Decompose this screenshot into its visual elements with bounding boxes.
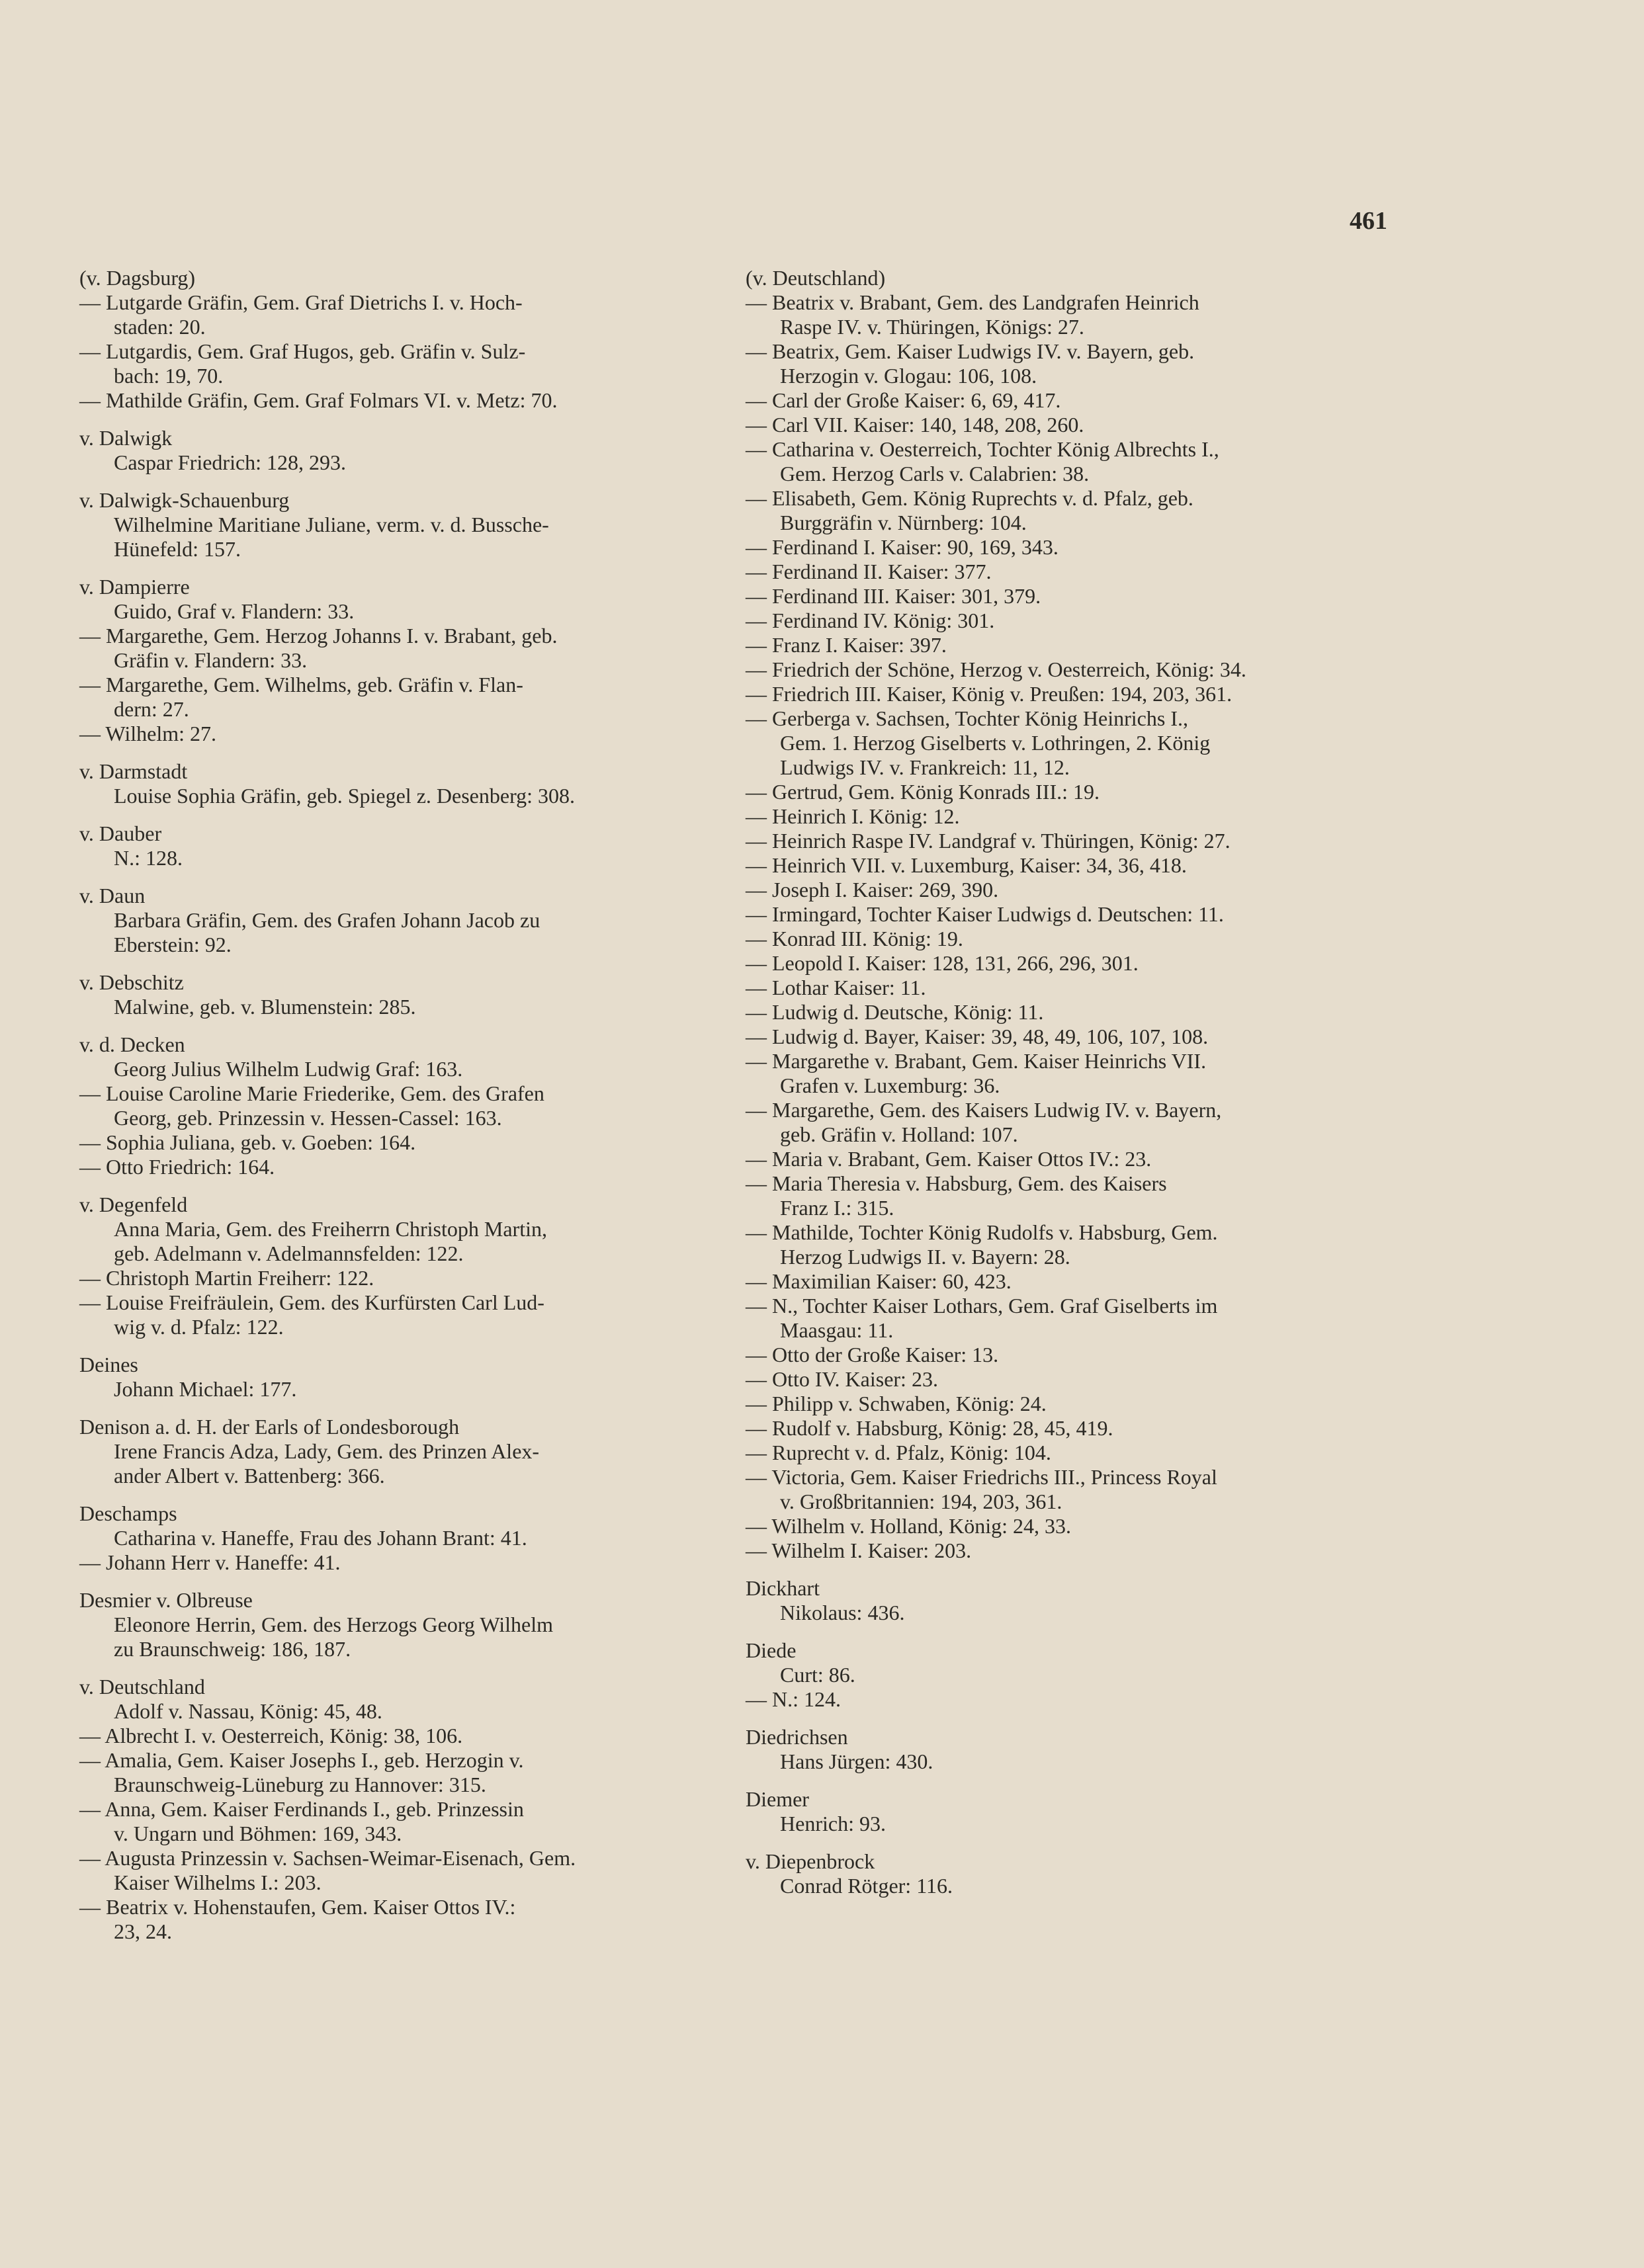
index-entry bbox=[79, 884, 714, 957]
entry-line: — Maria v. Brabant, Gem. Kaiser Ottos IV.: 23. bbox=[746, 1147, 1152, 1171]
entry-heading: (v. Dagsburg) bbox=[79, 266, 196, 290]
entry-line: Ludwigs IV. v. Frankreich: 11, 12. bbox=[780, 755, 1070, 779]
entry-line: Anna Maria, Gem. des Freiherrn Christoph Martin, bbox=[114, 1217, 547, 1241]
entry-line: — Elisabeth, Gem. König Ruprechts v. d. Pfalz, geb. bbox=[746, 486, 1193, 510]
entry-line: geb. Gräfin v. Holland: 107. bbox=[780, 1122, 1018, 1146]
entry-heading: (v. Deutschland) bbox=[746, 266, 886, 290]
entry-heading: Diede bbox=[746, 1638, 797, 1662]
entry-line: — Otto Friedrich: 164. bbox=[79, 1155, 275, 1179]
entry-heading: Diemer bbox=[746, 1787, 809, 1811]
entry-line: Georg Julius Wilhelm Ludwig Graf: 163. bbox=[114, 1057, 463, 1081]
entry-line: dern: 27. bbox=[114, 697, 189, 721]
entry-heading: v. Dauber bbox=[79, 821, 162, 845]
entry-line: — Carl der Große Kaiser: 6, 69, 417. bbox=[746, 388, 1061, 412]
entry-line: Gem. 1. Herzog Giselberts v. Lothringen, 2. König bbox=[780, 731, 1211, 755]
entry-line: Eberstein: 92. bbox=[114, 933, 232, 956]
entry-line: — Johann Herr v. Haneffe: 41. bbox=[79, 1550, 341, 1574]
entry-line: — Maximilian Kaiser: 60, 423. bbox=[746, 1269, 1012, 1293]
entry-line: Hünefeld: 157. bbox=[114, 537, 241, 561]
entry-line: Johann Michael: 177. bbox=[114, 1377, 297, 1401]
index-entry bbox=[79, 1675, 714, 1944]
entry-line: — Leopold I. Kaiser: 128, 131, 266, 296, 301. bbox=[746, 951, 1139, 975]
entry-heading: v. Dalwigk bbox=[79, 426, 173, 450]
entry-line: — Philipp v. Schwaben, König: 24. bbox=[746, 1392, 1047, 1415]
entry-line: — Lutgardis, Gem. Graf Hugos, geb. Gräfin v. Sulz- bbox=[79, 339, 526, 363]
entry-line: Malwine, geb. v. Blumenstein: 285. bbox=[114, 995, 416, 1019]
left-column bbox=[79, 266, 714, 1957]
entry-line: Caspar Friedrich: 128, 293. bbox=[114, 450, 347, 474]
entry-line: — Anna, Gem. Kaiser Ferdinands I., geb. Prinzessin bbox=[79, 1797, 524, 1821]
entry-line: Maasgau: 11. bbox=[780, 1318, 894, 1342]
entry-heading: Denison a. d. H. der Earls of Londesborough bbox=[79, 1415, 460, 1439]
entry-line: — Amalia, Gem. Kaiser Josephs I., geb. Herzogin v. bbox=[79, 1748, 524, 1772]
entry-line: — Beatrix, Gem. Kaiser Ludwigs IV. v. Bayern, geb. bbox=[746, 339, 1195, 363]
entry-line: — Margarethe v. Brabant, Gem. Kaiser Heinrichs VII. bbox=[746, 1049, 1207, 1073]
entry-line: staden: 20. bbox=[114, 315, 206, 339]
entry-line: v. Großbritannien: 194, 203, 361. bbox=[780, 1490, 1062, 1513]
entry-line: — Beatrix v. Hohenstaufen, Gem. Kaiser Ottos IV.: bbox=[79, 1895, 516, 1919]
entry-line: — Ludwig d. Deutsche, König: 11. bbox=[746, 1000, 1044, 1024]
entry-line: — N.: 124. bbox=[746, 1687, 841, 1711]
entry-line: zu Braunschweig: 186, 187. bbox=[114, 1637, 351, 1661]
entry-line: Braunschweig-Lüneburg zu Hannover: 315. bbox=[114, 1773, 486, 1796]
entry-line: — Louise Caroline Marie Friederike, Gem. des Grafen bbox=[79, 1081, 544, 1105]
index-entry bbox=[79, 1415, 714, 1488]
entry-line: — Louise Freifräulein, Gem. des Kurfürsten Carl Lud- bbox=[79, 1290, 544, 1314]
index-entry bbox=[79, 266, 714, 413]
entry-line: Barbara Gräfin, Gem. des Grafen Johann Jacob zu bbox=[114, 908, 541, 932]
entry-line: Louise Sophia Gräfin, geb. Spiegel z. Desenberg: 308. bbox=[114, 784, 576, 808]
entry-line: Irene Francis Adza, Lady, Gem. des Prinzen Alex- bbox=[114, 1439, 540, 1463]
index-entry bbox=[746, 1849, 1381, 1898]
entry-line: — N., Tochter Kaiser Lothars, Gem. Graf Giselberts im bbox=[746, 1294, 1218, 1318]
entry-heading: v. Diepenbrock bbox=[746, 1849, 875, 1873]
entry-line: — Victoria, Gem. Kaiser Friedrichs III., Princess Royal bbox=[746, 1465, 1217, 1489]
entry-heading: Dickhart bbox=[746, 1576, 820, 1600]
entry-line: — Gerberga v. Sachsen, Tochter König Heinrichs I., bbox=[746, 706, 1188, 730]
index-entry bbox=[746, 1576, 1381, 1625]
entry-line: — Beatrix v. Brabant, Gem. des Landgrafen Heinrich bbox=[746, 290, 1199, 314]
index-entry bbox=[79, 1032, 714, 1179]
entry-heading: v. Darmstadt bbox=[79, 759, 188, 783]
entry-line: — Ferdinand IV. König: 301. bbox=[746, 609, 995, 632]
entry-line: — Ludwig d. Bayer, Kaiser: 39, 48, 49, 106, 107, 108. bbox=[746, 1025, 1209, 1048]
entry-line: Catharina v. Haneffe, Frau des Johann Brant: 41. bbox=[114, 1526, 527, 1550]
entry-line: N.: 128. bbox=[114, 846, 183, 870]
right-column bbox=[746, 266, 1381, 1911]
entry-line: — Ruprecht v. d. Pfalz, König: 104. bbox=[746, 1441, 1051, 1464]
entry-line: — Maria Theresia v. Habsburg, Gem. des Kaisers bbox=[746, 1171, 1167, 1195]
entry-line: Eleonore Herrin, Gem. des Herzogs Georg Wilhelm bbox=[114, 1613, 553, 1636]
index-entry bbox=[79, 1193, 714, 1339]
entry-line: Herzog Ludwigs II. v. Bayern: 28. bbox=[780, 1245, 1070, 1269]
entry-line: Franz I.: 315. bbox=[780, 1196, 894, 1220]
index-entry bbox=[79, 1501, 714, 1575]
entry-line: geb. Adelmann v. Adelmannsfelden: 122. bbox=[114, 1241, 464, 1265]
entry-line: Kaiser Wilhelms I.: 203. bbox=[114, 1870, 322, 1894]
entry-line: — Ferdinand III. Kaiser: 301, 379. bbox=[746, 584, 1041, 608]
entry-line: — Konrad III. König: 19. bbox=[746, 927, 963, 950]
entry-line: Curt: 86. bbox=[780, 1663, 855, 1687]
entry-line: — Gertrud, Gem. König Konrads III.: 19. bbox=[746, 780, 1100, 804]
entry-line: — Irmingard, Tochter Kaiser Ludwigs d. Deutschen: 11. bbox=[746, 902, 1224, 926]
index-entry bbox=[79, 1353, 714, 1402]
index-entry bbox=[79, 759, 714, 808]
page-number: 461 bbox=[1350, 207, 1387, 235]
entry-line: — Ferdinand II. Kaiser: 377. bbox=[746, 560, 992, 583]
entry-line: — Franz I. Kaiser: 397. bbox=[746, 633, 947, 657]
entry-line: — Friedrich III. Kaiser, König v. Preußen: 194, 203, 361. bbox=[746, 682, 1233, 706]
entry-heading: v. Deutschland bbox=[79, 1675, 205, 1699]
entry-line: — Mathilde Gräfin, Gem. Graf Folmars VI. v. Metz: 70. bbox=[79, 388, 558, 412]
entry-line: Raspe IV. v. Thüringen, Königs: 27. bbox=[780, 315, 1084, 339]
entry-heading: Deschamps bbox=[79, 1501, 177, 1525]
entry-line: — Otto IV. Kaiser: 23. bbox=[746, 1367, 938, 1391]
entry-line: — Sophia Juliana, geb. v. Goeben: 164. bbox=[79, 1130, 416, 1154]
index-entry bbox=[746, 1787, 1381, 1836]
entry-heading: Desmier v. Olbreuse bbox=[79, 1588, 253, 1612]
entry-line: Gräfin v. Flandern: 33. bbox=[114, 648, 308, 672]
entry-line: Hans Jürgen: 430. bbox=[780, 1749, 933, 1773]
entry-line: — Lothar Kaiser: 11. bbox=[746, 976, 926, 999]
entry-line: Gem. Herzog Carls v. Calabrien: 38. bbox=[780, 462, 1090, 485]
entry-line: — Carl VII. Kaiser: 140, 148, 208, 260. bbox=[746, 413, 1084, 437]
entry-line: Nikolaus: 436. bbox=[780, 1601, 905, 1624]
index-entry bbox=[79, 970, 714, 1019]
entry-line: — Margarethe, Gem. Wilhelms, geb. Gräfin v. Flan- bbox=[79, 673, 523, 696]
entry-line: Henrich: 93. bbox=[780, 1812, 886, 1835]
index-entry bbox=[79, 426, 714, 475]
entry-heading: v. Degenfeld bbox=[79, 1193, 188, 1216]
entry-line: — Heinrich I. König: 12. bbox=[746, 804, 960, 828]
entry-line: — Wilhelm: 27. bbox=[79, 722, 216, 745]
index-entry bbox=[746, 266, 1381, 1563]
entry-line: — Margarethe, Gem. des Kaisers Ludwig IV. v. Bayern, bbox=[746, 1098, 1222, 1122]
entry-line: Guido, Graf v. Flandern: 33. bbox=[114, 599, 355, 623]
index-entry bbox=[79, 575, 714, 746]
entry-heading: Deines bbox=[79, 1353, 138, 1376]
entry-line: — Friedrich der Schöne, Herzog v. Oesterreich, König: 34. bbox=[746, 657, 1246, 681]
entry-line: wig v. d. Pfalz: 122. bbox=[114, 1315, 284, 1339]
entry-line: — Margarethe, Gem. Herzog Johanns I. v. Brabant, geb. bbox=[79, 624, 558, 648]
entry-heading: v. Daun bbox=[79, 884, 146, 907]
entry-line: — Albrecht I. v. Oesterreich, König: 38, 106. bbox=[79, 1724, 463, 1747]
index-entry bbox=[746, 1725, 1381, 1774]
entry-line: — Ferdinand I. Kaiser: 90, 169, 343. bbox=[746, 535, 1059, 559]
index-entry bbox=[746, 1638, 1381, 1712]
entry-line: Georg, geb. Prinzessin v. Hessen-Cassel: 163. bbox=[114, 1106, 502, 1130]
entry-heading: v. Dampierre bbox=[79, 575, 190, 599]
entry-line: — Wilhelm I. Kaiser: 203. bbox=[746, 1538, 972, 1562]
entry-line: Adolf v. Nassau, König: 45, 48. bbox=[114, 1699, 382, 1723]
entry-line: Burggräfin v. Nürnberg: 104. bbox=[780, 511, 1027, 534]
entry-line: ander Albert v. Battenberg: 366. bbox=[114, 1464, 385, 1488]
entry-line: Herzogin v. Glogau: 106, 108. bbox=[780, 364, 1037, 388]
entry-heading: v. Dalwigk-Schauenburg bbox=[79, 488, 290, 512]
entry-line: — Augusta Prinzessin v. Sachsen-Weimar-Eisenach, Gem. bbox=[79, 1846, 576, 1870]
entry-line: — Heinrich Raspe IV. Landgraf v. Thüringen, König: 27. bbox=[746, 829, 1231, 853]
entry-heading: v. Debschitz bbox=[79, 970, 184, 994]
index-entry bbox=[79, 821, 714, 870]
entry-line: — Joseph I. Kaiser: 269, 390. bbox=[746, 878, 999, 902]
entry-line: Grafen v. Luxemburg: 36. bbox=[780, 1073, 1000, 1097]
entry-line: 23, 24. bbox=[114, 1919, 172, 1943]
entry-line: — Catharina v. Oesterreich, Tochter König Albrechts I., bbox=[746, 437, 1219, 461]
index-entry bbox=[79, 488, 714, 562]
entry-line: — Rudolf v. Habsburg, König: 28, 45, 419. bbox=[746, 1416, 1113, 1440]
entry-line: — Heinrich VII. v. Luxemburg, Kaiser: 34, 36, 418. bbox=[746, 853, 1187, 877]
entry-line: — Wilhelm v. Holland, König: 24, 33. bbox=[746, 1514, 1072, 1538]
entry-line: — Otto der Große Kaiser: 13. bbox=[746, 1343, 999, 1366]
entry-line: — Christoph Martin Freiherr: 122. bbox=[79, 1266, 374, 1290]
entry-line: bach: 19, 70. bbox=[114, 364, 224, 388]
entry-heading: v. d. Decken bbox=[79, 1032, 185, 1056]
entry-line: — Mathilde, Tochter König Rudolfs v. Habsburg, Gem. bbox=[746, 1220, 1218, 1244]
index-entry bbox=[79, 1588, 714, 1661]
entry-line: — Lutgarde Gräfin, Gem. Graf Dietrichs I. v. Hoch- bbox=[79, 290, 523, 314]
entry-line: v. Ungarn und Böhmen: 169, 343. bbox=[114, 1822, 402, 1845]
entry-line: Conrad Rötger: 116. bbox=[780, 1874, 953, 1898]
entry-line: Wilhelmine Maritiane Juliane, verm. v. d. Bussche- bbox=[114, 513, 549, 536]
entry-heading: Diedrichsen bbox=[746, 1725, 848, 1749]
